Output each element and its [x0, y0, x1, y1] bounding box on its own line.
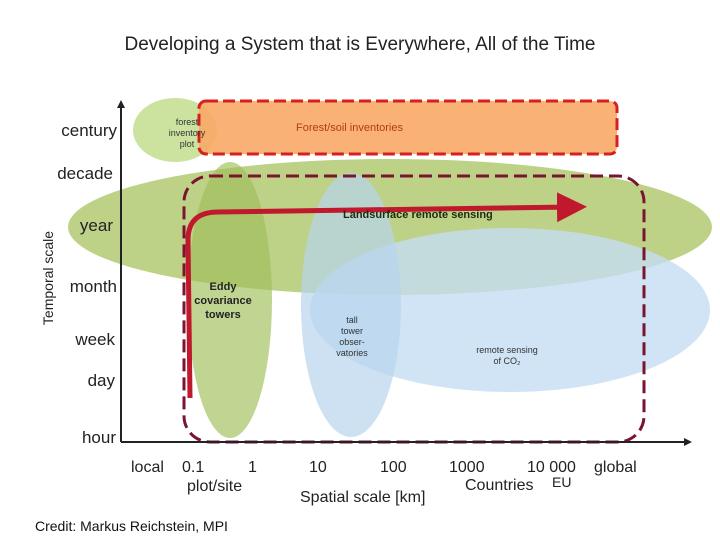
forest-soil-inventories-box [199, 101, 617, 154]
x-tick-countries: Countries [465, 477, 534, 494]
x-axis-label: Spatial scale [km] [300, 489, 426, 506]
y-tick-hour: hour [81, 428, 116, 447]
landsurface-remote-sensing-label: Landsurface remote sensing [343, 209, 493, 221]
y-axis-label: Temporal scale [40, 230, 56, 326]
y-tick-century: century [61, 121, 117, 140]
y-tick-year: year [79, 216, 113, 235]
eddy-covariance-towers-label: Eddy covariance towers [194, 281, 252, 321]
x-tick-0-1: 0.1 [182, 459, 205, 476]
x-tick-100: 100 [380, 459, 407, 476]
y-tick-month: month [69, 277, 117, 296]
x-tick-1000: 1000 [449, 459, 485, 476]
credit-text: Credit: Markus Reichstein, MPI [35, 518, 228, 534]
forest-inventory-plot-label: forest inventory plot [168, 117, 206, 149]
x-tick-10: 10 [309, 459, 327, 476]
x-tick-local: local [131, 459, 164, 476]
y-tick-decade: decade [57, 164, 113, 183]
forest-soil-inventories-label: Forest/soil inventories [296, 122, 403, 134]
x-tick-1: 1 [248, 459, 257, 476]
remote-sensing-co2-label: remote sensing of CO₂ [476, 345, 538, 366]
tall-tower-observatories-label: tall tower obser- vatories [336, 315, 368, 358]
diagram-title: Developing a System that is Everywhere, All of the Time [124, 34, 596, 55]
y-tick-week: week [75, 330, 115, 349]
x-tick-10000: 10 000 [527, 459, 576, 476]
x-tick-plot-site: plot/site [187, 478, 243, 495]
y-tick-day: day [87, 371, 115, 390]
x-tick-eu: EU [552, 474, 572, 490]
x-tick-global: global [594, 459, 637, 476]
